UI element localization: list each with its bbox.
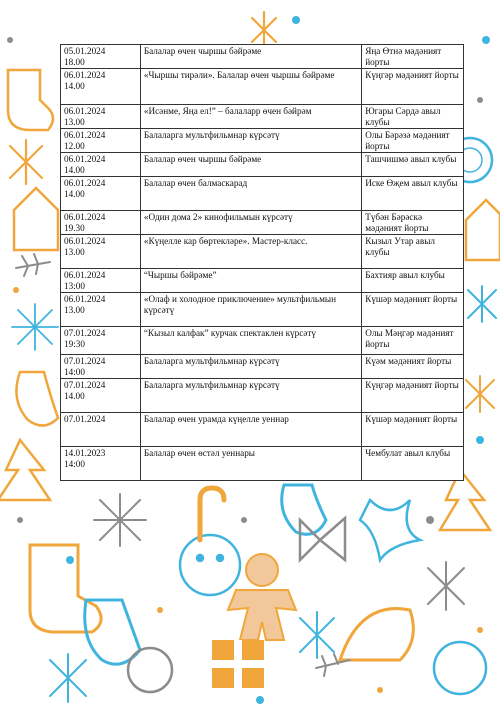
table-row [61,413,464,447]
event-date: 06.01.2024 [64,294,106,304]
events-schedule-table [60,44,464,481]
date-time-cell [61,153,141,177]
snowflake-icon [466,376,494,412]
table-row [61,45,464,69]
event-title: «Күңелле кар бөртекләре». Мастер-класс. [140,235,361,269]
mitten-icon [282,485,326,534]
event-date: 06.01.2024 [64,106,106,116]
date-time-cell [61,413,141,447]
event-date: 06.01.2024 [64,236,106,246]
snowflake-icon [252,12,276,48]
mitten-icon [16,372,58,426]
table-row [61,177,464,211]
snowflake-icon [428,562,464,610]
table-row [61,327,464,355]
event-venue: Күшәр мәдәният йорты [362,413,464,447]
event-venue: Күшәр мәдәният йорты [362,293,464,327]
event-time: 14.00 [64,81,85,91]
sock-icon [30,545,101,632]
date-time-cell [61,45,141,69]
event-date: 06.01.2024 [64,270,106,280]
event-time: 19:30 [64,339,85,349]
date-time-cell [61,293,141,327]
snowflake-icon [10,140,42,184]
branch-icon [316,654,350,676]
event-title: “Чыршы бәйрәме” [140,269,361,293]
branch-icon [16,254,50,276]
event-title: Балалар өчен урамда күңелле уеннар [140,413,361,447]
table-row [61,269,464,293]
event-venue: Чембулат авыл клубы [362,447,464,481]
table-row [61,293,464,327]
event-venue: Яңа Өтнә мәдәният йорты [362,45,464,69]
event-venue: Күңгәр мәдәният йорты [362,379,464,413]
date-time-cell [61,69,141,105]
gift-icon [212,640,264,688]
event-date: 07.01.2024 [64,328,106,338]
event-date: 06.01.2024 [64,130,106,140]
event-venue: Түбән Бәрәскә мәдәният йорты [362,211,464,235]
holly-icon [360,500,420,560]
santa-hat-icon [340,609,413,660]
date-time-cell [61,105,141,129]
event-venue: Бахтияр авыл клубы [362,269,464,293]
event-time: 14.00 [64,189,85,199]
event-time: 14.00 [64,391,85,401]
event-venue: Олы Бәрәзә мәдәният йорты [362,129,464,153]
event-venue: Иске Өҗем авыл клубы [362,177,464,211]
event-title: Балаларга мультфильмнар күрсәтү [140,129,361,153]
gingerbread-man-icon [228,554,296,640]
table-row [61,235,464,269]
event-date: 06.01.2024 [64,212,106,222]
gingerbread-house-icon [14,188,58,250]
snowflake-icon [300,612,334,658]
ornament-icon [128,648,172,692]
event-date: 06.01.2024 [64,178,106,188]
snowflake-icon [468,286,496,322]
event-date: 07.01.2024 [64,356,106,366]
table-row [61,447,464,481]
event-title: «Один дома 2» кинофильмын күрсәтү [140,211,361,235]
table-row [61,211,464,235]
event-date: 05.01.2024 [64,46,106,56]
event-time: 14.00 [64,165,85,175]
event-time: 19.30 [64,223,85,233]
event-date: 07.01.2024 [64,380,106,390]
date-time-cell [61,379,141,413]
table-row [61,129,464,153]
event-title: «Исәнме, Яңа ел!” – балаларр өчен бәйрәм [140,105,361,129]
event-venue: Ташчишмә авыл клубы [362,153,464,177]
snowflake-icon [50,654,86,702]
date-time-cell [61,129,141,153]
snowflake-icon [94,494,146,546]
event-time: 13.00 [64,305,85,315]
christmas-tree-icon [0,440,50,500]
event-date: 14.01.2023 [64,448,106,458]
table-row [61,153,464,177]
event-venue: Кызыл Утар авыл клубы [362,235,464,269]
snowman-icon [180,535,240,595]
event-title: “Кызыл калфак” курчак спектаклен күрсәтү [140,327,361,355]
event-time: 13.00 [64,117,85,127]
event-time: 18.00 [64,57,85,67]
mitten-icon [8,70,53,130]
snowflake-icon [12,304,58,350]
event-venue: Югары Сәрдә авыл клубы [362,105,464,129]
event-time: 13.00 [64,247,85,257]
table-row [61,105,464,129]
event-title: Балалар өчен балмаскарад [140,177,361,211]
event-date: 06.01.2024 [64,154,106,164]
date-time-cell [61,235,141,269]
table-row [61,379,464,413]
event-title: Балалар өчен чыршы бәйрәме [140,45,361,69]
event-date: 07.01.2024 [64,414,106,424]
gingerbread-house-icon [466,200,500,260]
event-title: «Олаф и холодное приключение» мультфильмын күрсәтү [140,293,361,327]
table-row [61,69,464,105]
date-time-cell [61,269,141,293]
event-title: «Чыршы тирәли». Балалар өчен чыршы бәйрәме [140,69,361,105]
date-time-cell [61,177,141,211]
event-title: Балаларга мультфильмнар күрсәтү [140,379,361,413]
event-time: 12.00 [64,141,85,151]
event-title: Балалар өчен чыршы бәйрәме [140,153,361,177]
event-venue: Күәм мәдәният йорты [362,355,464,379]
date-time-cell [61,447,141,481]
event-time: 14:00 [64,459,85,469]
event-time: 14:00 [64,367,85,377]
event-date: 06.01.2024 [64,70,106,80]
candy-cane-icon [200,488,224,540]
table-row [61,355,464,379]
event-title: Балаларга мультфильмнар күрсәтү [140,355,361,379]
event-title: Балалар өчен өстәл уеннары [140,447,361,481]
date-time-cell [61,355,141,379]
event-time: 13:00 [64,281,85,291]
date-time-cell [61,327,141,355]
ornament-icon [434,642,486,694]
event-venue: Олы Мәңгәр мәдәният йорты [362,327,464,355]
event-venue: Күңгәр мәдәният йорты [362,69,464,105]
date-time-cell [61,211,141,235]
